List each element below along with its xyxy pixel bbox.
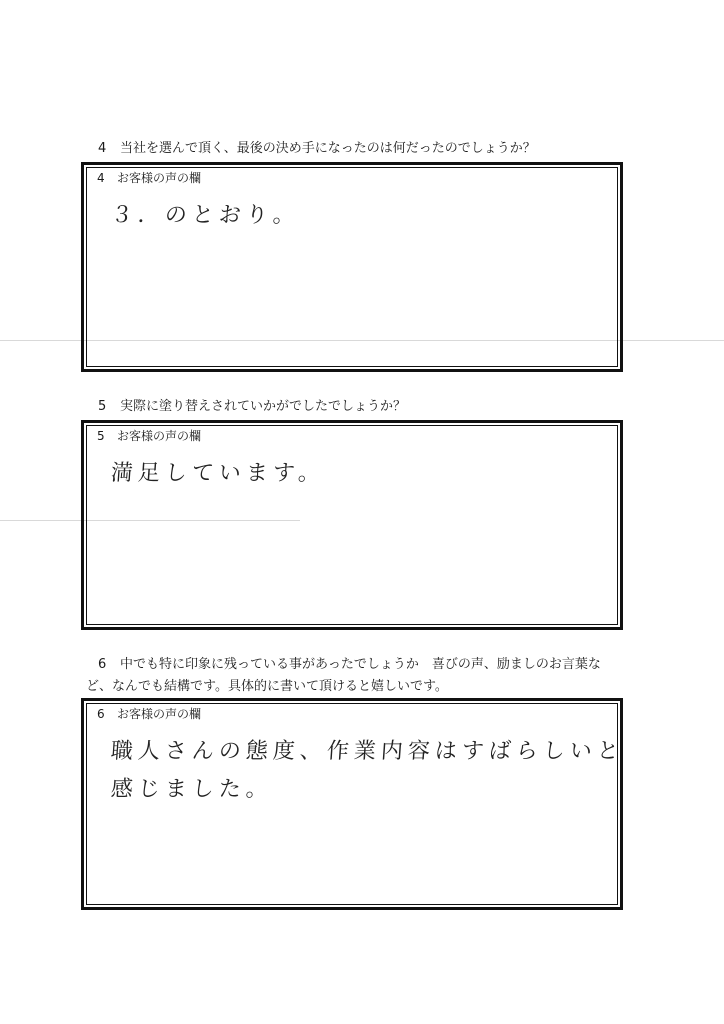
box-label [97,428,201,444]
question-text: 実際に塗り替えされていかがでしたでしょうか？ [120,399,407,414]
box-label [97,170,201,186]
handwritten-answer-line-1: 職人さんの態度、作業内容はすばらしいと [109,739,625,764]
question-text: 当社を選んで頂く、最後の決め手になったのは何だったのでしょうか？ [120,141,536,156]
box-label-text: お客様の声の欄 [117,171,202,185]
answer-box-inner [86,167,618,367]
answer-box-6 [81,698,623,910]
answer-box-4 [81,162,623,372]
box-label [97,706,201,722]
question-4 [98,138,536,160]
question-text: 中でも特に印象に残っている事があったでしょうか 喜びの声、励ましのお言葉な [120,657,601,672]
question-6-line-2: ど、なんでも結構です。具体的に書いて頂けると嬉しいです。 [86,679,448,694]
question-number: 5 [98,399,107,414]
question-number: 4 [98,141,107,156]
question-6 [98,654,601,676]
answer-box-5 [81,420,623,630]
question-5 [98,396,406,418]
question-number: 6 [98,657,107,672]
answer-box-inner [86,425,618,625]
handwritten-answer: 満足しています。 [109,461,326,486]
handwritten-answer: ３．のとおり。 [109,203,301,228]
box-label-text: お客様の声の欄 [117,429,202,443]
box-number: 5 [97,429,105,443]
box-label-text: お客様の声の欄 [117,707,202,721]
box-number: 6 [97,707,105,721]
box-number: 4 [97,171,105,185]
answer-box-inner [86,703,625,905]
handwritten-answer-line-2: 感じました。 [109,777,274,802]
